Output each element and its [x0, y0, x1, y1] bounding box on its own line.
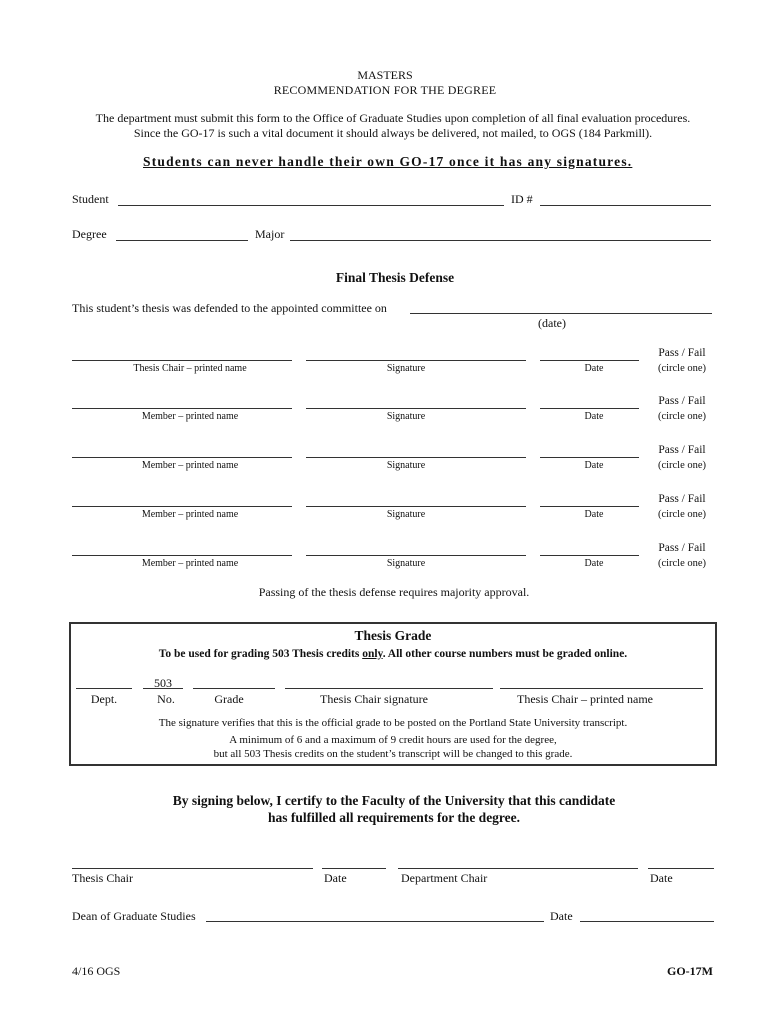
grade-field[interactable] — [193, 688, 275, 689]
thesis-chair-caption: Thesis Chair — [72, 871, 133, 885]
course-number-line — [143, 688, 183, 689]
grade-chair-signature-field[interactable] — [285, 688, 493, 689]
defense-title: Final Thesis Defense — [335, 270, 455, 285]
defense-statement: This student’s thesis was defended to the appointed committee on — [72, 301, 387, 315]
name-caption: Member – printed name — [141, 411, 239, 422]
dean-label: Dean of Graduate Studies — [72, 909, 196, 923]
footer-revision: 4/16 OGS — [72, 964, 121, 978]
degree-label: Degree — [72, 227, 107, 241]
dean-signature-field[interactable] — [206, 921, 544, 922]
name-caption: Thesis Chair – printed name — [133, 363, 247, 374]
member-signature-field[interactable] — [306, 555, 526, 556]
signature-warning: Students can never handle their own GO-17 once it has any signatures. — [143, 154, 633, 169]
department-chair-caption: Department Chair — [401, 871, 488, 885]
id-label: ID # — [511, 192, 533, 206]
grade-note-1: The signature verifies that this is the official grade to be posted on the Portland State University transcript. — [158, 717, 628, 729]
date-caption: Date — [584, 411, 604, 422]
member-date-field[interactable] — [540, 555, 639, 556]
chair-printed-name-caption: Thesis Chair – printed name — [517, 692, 653, 706]
signature-caption: Signature — [386, 411, 426, 422]
course-number-value: 503 — [154, 676, 172, 690]
signature-caption: Signature — [386, 460, 426, 471]
dept-caption: Dept. — [90, 692, 118, 706]
member-signature-field[interactable] — [306, 408, 526, 409]
footer-form-number: GO-17M — [667, 964, 713, 978]
chair-signature-field[interactable] — [306, 360, 526, 361]
member-date-field[interactable] — [540, 408, 639, 409]
signature-caption: Signature — [386, 558, 426, 569]
circle-one-note: (circle one) — [657, 411, 707, 422]
pass-fail-option[interactable]: Pass / Fail — [658, 542, 706, 554]
name-caption: Member – printed name — [141, 460, 239, 471]
student-label: Student — [72, 192, 109, 206]
member-name-field[interactable] — [72, 457, 292, 458]
grade-note-3: but all 503 Thesis credits on the student’s transcript will be changed to this grade. — [213, 748, 573, 760]
name-caption: Member – printed name — [141, 558, 239, 569]
date-caption: Date — [584, 509, 604, 520]
signature-caption: Signature — [386, 363, 426, 374]
major-field[interactable] — [290, 240, 711, 241]
member-signature-field[interactable] — [306, 457, 526, 458]
grade-caption: Grade — [214, 692, 244, 706]
department-chair-date-field[interactable] — [648, 868, 714, 869]
pass-fail-option[interactable]: Pass / Fail — [658, 444, 706, 456]
dept-field[interactable] — [76, 688, 132, 689]
circle-one-note: (circle one) — [657, 558, 707, 569]
member-date-field[interactable] — [540, 506, 639, 507]
circle-one-note: (circle one) — [657, 509, 707, 520]
dean-date-field[interactable] — [580, 921, 714, 922]
pass-fail-option[interactable]: Pass / Fail — [658, 493, 706, 505]
member-name-field[interactable] — [72, 506, 292, 507]
date-caption: Date — [650, 871, 673, 885]
number-caption: No. — [157, 692, 175, 706]
form-heading-masters: MASTERS — [357, 68, 413, 82]
student-id-field[interactable] — [540, 205, 711, 206]
member-date-field[interactable] — [540, 457, 639, 458]
certify-line-2: has fulfilled all requirements for the degree. — [267, 810, 521, 825]
major-label: Major — [255, 227, 285, 241]
circle-one-note: (circle one) — [657, 363, 707, 374]
thesis-grade-title: Thesis Grade — [354, 628, 432, 643]
member-name-field[interactable] — [72, 555, 292, 556]
majority-approval-note: Passing of the thesis defense requires majority approval. — [258, 585, 530, 599]
chair-name-field[interactable] — [72, 360, 292, 361]
thesis-grade-instructions: To be used for grading 503 Thesis credits only. All other course numbers must be graded online. — [158, 648, 628, 660]
form-heading-title: RECOMMENDATION FOR THE DEGREE — [273, 83, 497, 97]
final-chair-date-field[interactable] — [322, 868, 386, 869]
intro-line-1: The department must submit this form to the Office of Graduate Studies upon completion of all final evaluation procedures. — [95, 111, 691, 125]
final-chair-signature-field[interactable] — [72, 868, 313, 869]
student-name-field[interactable] — [118, 205, 504, 206]
defense-date-field[interactable] — [410, 313, 712, 314]
signature-caption: Signature — [386, 509, 426, 520]
grade-note-2: A minimum of 6 and a maximum of 9 credit hours are used for the degree, — [229, 734, 557, 746]
circle-one-note: (circle one) — [657, 460, 707, 471]
chair-date-field[interactable] — [540, 360, 639, 361]
dean-date-label: Date — [550, 909, 573, 923]
certify-line-1: By signing below, I certify to the Faculty of the University that this candidate — [172, 793, 616, 808]
date-caption: Date — [584, 558, 604, 569]
date-caption: Date — [324, 871, 347, 885]
intro-line-2: Since the GO-17 is such a vital document it should always be delivered, not mailed, to OGS (184 Parkmill). — [133, 126, 653, 140]
department-chair-signature-field[interactable] — [398, 868, 638, 869]
degree-field[interactable] — [116, 240, 248, 241]
defense-date-caption: (date) — [538, 316, 566, 330]
pass-fail-option[interactable]: Pass / Fail — [658, 395, 706, 407]
name-caption: Member – printed name — [141, 509, 239, 520]
member-name-field[interactable] — [72, 408, 292, 409]
date-caption: Date — [584, 460, 604, 471]
member-signature-field[interactable] — [306, 506, 526, 507]
chair-signature-caption: Thesis Chair signature — [320, 692, 428, 706]
date-caption: Date — [584, 363, 604, 374]
grade-chair-name-field[interactable] — [500, 688, 703, 689]
pass-fail-option[interactable]: Pass / Fail — [658, 347, 706, 359]
